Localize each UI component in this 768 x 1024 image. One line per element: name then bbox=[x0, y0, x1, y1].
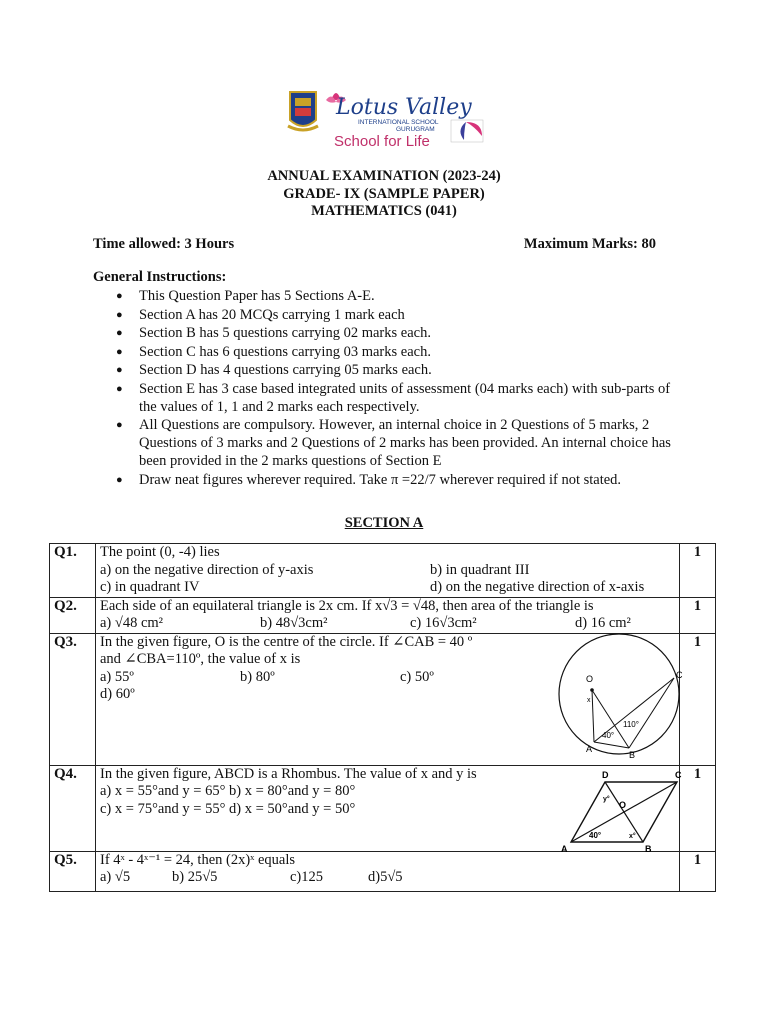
option-a: a) on the negative direction of y-axis bbox=[100, 561, 314, 578]
list-item: ● Section A has 20 MCQs carrying 1 mark each bbox=[116, 306, 405, 323]
question-table bbox=[49, 543, 716, 892]
list-item: ● All Questions are compulsory. However, an internal choice in 2 Questions of 5 marks, 2 Questions of 3 marks and 2 Questions of 2 marks has been provided. An internal choice has been provided in the 2 marks questions of Section E bbox=[116, 417, 671, 469]
maximum-marks: Maximum Marks: 80 bbox=[523, 236, 656, 252]
option-c: c)125 bbox=[290, 869, 324, 885]
bullet-icon: ● bbox=[116, 290, 123, 302]
list-item: ● Section E has 3 case based integrated units of assessment (04 marks each) with sub-parts of the values of 1, 1 and 2 marks each respectively. bbox=[116, 380, 671, 415]
marks-value: 1 bbox=[680, 544, 716, 598]
option-line: a) x = 55°and y = 65° b) x = 80°and y = 80° bbox=[100, 783, 356, 799]
label-a: A bbox=[561, 843, 568, 854]
option-b: b) 80º bbox=[240, 668, 275, 685]
subject-title: MATHEMATICS (041) bbox=[311, 203, 457, 219]
option-a: a) √5 bbox=[100, 869, 131, 885]
option-d: d)5√5 bbox=[368, 869, 403, 885]
instructions-list bbox=[93, 287, 683, 489]
question-text: Each side of an equilateral triangle is 2x cm. If x√3 = √48, then area of the triangle is bbox=[100, 597, 594, 614]
question-text: In the given figure, O is the centre of the circle. If ∠CAB = 40 º bbox=[100, 633, 473, 650]
option-row bbox=[100, 869, 675, 887]
rhombus-figure bbox=[559, 768, 684, 854]
table-row bbox=[50, 851, 716, 891]
question-body bbox=[96, 633, 683, 765]
question-body bbox=[96, 544, 680, 598]
label-d: D bbox=[602, 769, 609, 780]
list-item: ● Section D has 4 questions carrying 05 marks each. bbox=[116, 362, 432, 378]
bullet-icon: ● bbox=[116, 419, 123, 431]
table-row bbox=[50, 633, 716, 765]
table-row bbox=[50, 544, 716, 598]
question-number: Q5. bbox=[50, 851, 96, 891]
label-x: x° bbox=[629, 832, 636, 840]
exam-title: ANNUAL EXAMINATION (2023-24) bbox=[267, 168, 501, 184]
bullet-icon: ● bbox=[116, 327, 123, 339]
bullet-icon: ● bbox=[116, 473, 123, 486]
option-c: c) 50º bbox=[400, 668, 434, 685]
brand-tagline: School for Life bbox=[334, 133, 430, 150]
bullet-icon: ● bbox=[116, 345, 123, 358]
bullet-icon: ● bbox=[116, 382, 123, 395]
list-item: ● This Question Paper has 5 Sections A-E. bbox=[116, 288, 375, 304]
section-title: SECTION A bbox=[344, 515, 424, 531]
question-number: Q3. bbox=[50, 633, 96, 765]
brand-name: Lotus Valley bbox=[336, 95, 472, 120]
option-d: d) 16 cm² bbox=[575, 615, 631, 631]
question-body bbox=[96, 597, 680, 633]
question-text: and ∠CBA=110º, the value of x is bbox=[100, 651, 301, 667]
instructions-title: General Instructions: bbox=[93, 269, 227, 285]
question-number: Q2. bbox=[50, 597, 96, 633]
list-item: ● Section B has 5 questions carrying 02 marks each. bbox=[116, 325, 431, 341]
list-item: ● Section C has 6 questions carrying 03 marks each. bbox=[116, 343, 431, 360]
marks-value: 1 bbox=[680, 597, 716, 633]
label-c: C bbox=[675, 769, 682, 780]
question-number: Q1. bbox=[50, 544, 96, 598]
option-b: b) in quadrant III bbox=[430, 561, 530, 578]
question-text: The point (0, -4) lies bbox=[100, 544, 220, 560]
marks-value: 1 bbox=[680, 765, 716, 851]
option-line: c) x = 75°and y = 55° d) x = 50°and y = 50° bbox=[100, 800, 356, 817]
brand-sub1: INTERNATIONAL SCHOOL bbox=[358, 119, 439, 126]
label-b: B bbox=[629, 749, 636, 760]
circle-figure bbox=[551, 632, 686, 762]
label-x: x bbox=[587, 696, 591, 704]
time-allowed: Time allowed: 3 Hours bbox=[93, 236, 235, 252]
question-number: Q4. bbox=[50, 765, 96, 851]
question-body bbox=[96, 851, 680, 891]
question-text: In the given figure, ABCD is a Rhombus. The value of x and y is bbox=[100, 765, 477, 782]
option-a: a) √48 cm² bbox=[100, 615, 164, 631]
bullet-icon: ● bbox=[116, 364, 123, 376]
question-text: If 4ˣ - 4ˣ⁻¹ = 24, then (2x)ˣ equals bbox=[100, 851, 296, 868]
option-row bbox=[100, 615, 675, 633]
angle-40: 40° bbox=[602, 730, 615, 740]
grade-title: GRADE- IX (SAMPLE PAPER) bbox=[283, 186, 485, 202]
marks-value: 1 bbox=[680, 633, 716, 765]
school-logo bbox=[286, 86, 486, 152]
option-row bbox=[100, 579, 675, 597]
table-row bbox=[50, 597, 716, 633]
brand-sub2: GURUGRAM bbox=[396, 126, 435, 133]
option-c: c) in quadrant IV bbox=[100, 579, 200, 595]
label-b: B bbox=[645, 843, 652, 854]
crest-icon bbox=[288, 92, 318, 130]
option-row bbox=[100, 562, 675, 580]
accreditation-icon bbox=[451, 120, 483, 142]
option-c: c) 16√3cm² bbox=[410, 615, 477, 631]
label-o: O bbox=[586, 673, 594, 684]
question-body bbox=[96, 765, 682, 854]
label-y: y° bbox=[603, 795, 610, 803]
option-a: a) 55º bbox=[100, 668, 134, 685]
table-row bbox=[50, 765, 716, 851]
option-d: d) on the negative direction of x-axis bbox=[430, 579, 645, 595]
option-b: b) 25√5 bbox=[172, 869, 218, 885]
option-d: d) 60º bbox=[100, 686, 135, 702]
angle-40: 40° bbox=[589, 830, 602, 840]
list-item: ● Draw neat figures wherever required. Take π =22/7 wherever required if not stated. bbox=[116, 471, 622, 488]
label-o: O bbox=[619, 799, 627, 810]
label-a: A bbox=[586, 743, 593, 754]
label-c: C bbox=[676, 669, 683, 680]
bullet-icon: ● bbox=[116, 308, 123, 321]
marks-value: 1 bbox=[680, 851, 716, 891]
option-b: b) 48√3cm² bbox=[260, 615, 328, 631]
angle-110: 110° bbox=[623, 719, 639, 729]
